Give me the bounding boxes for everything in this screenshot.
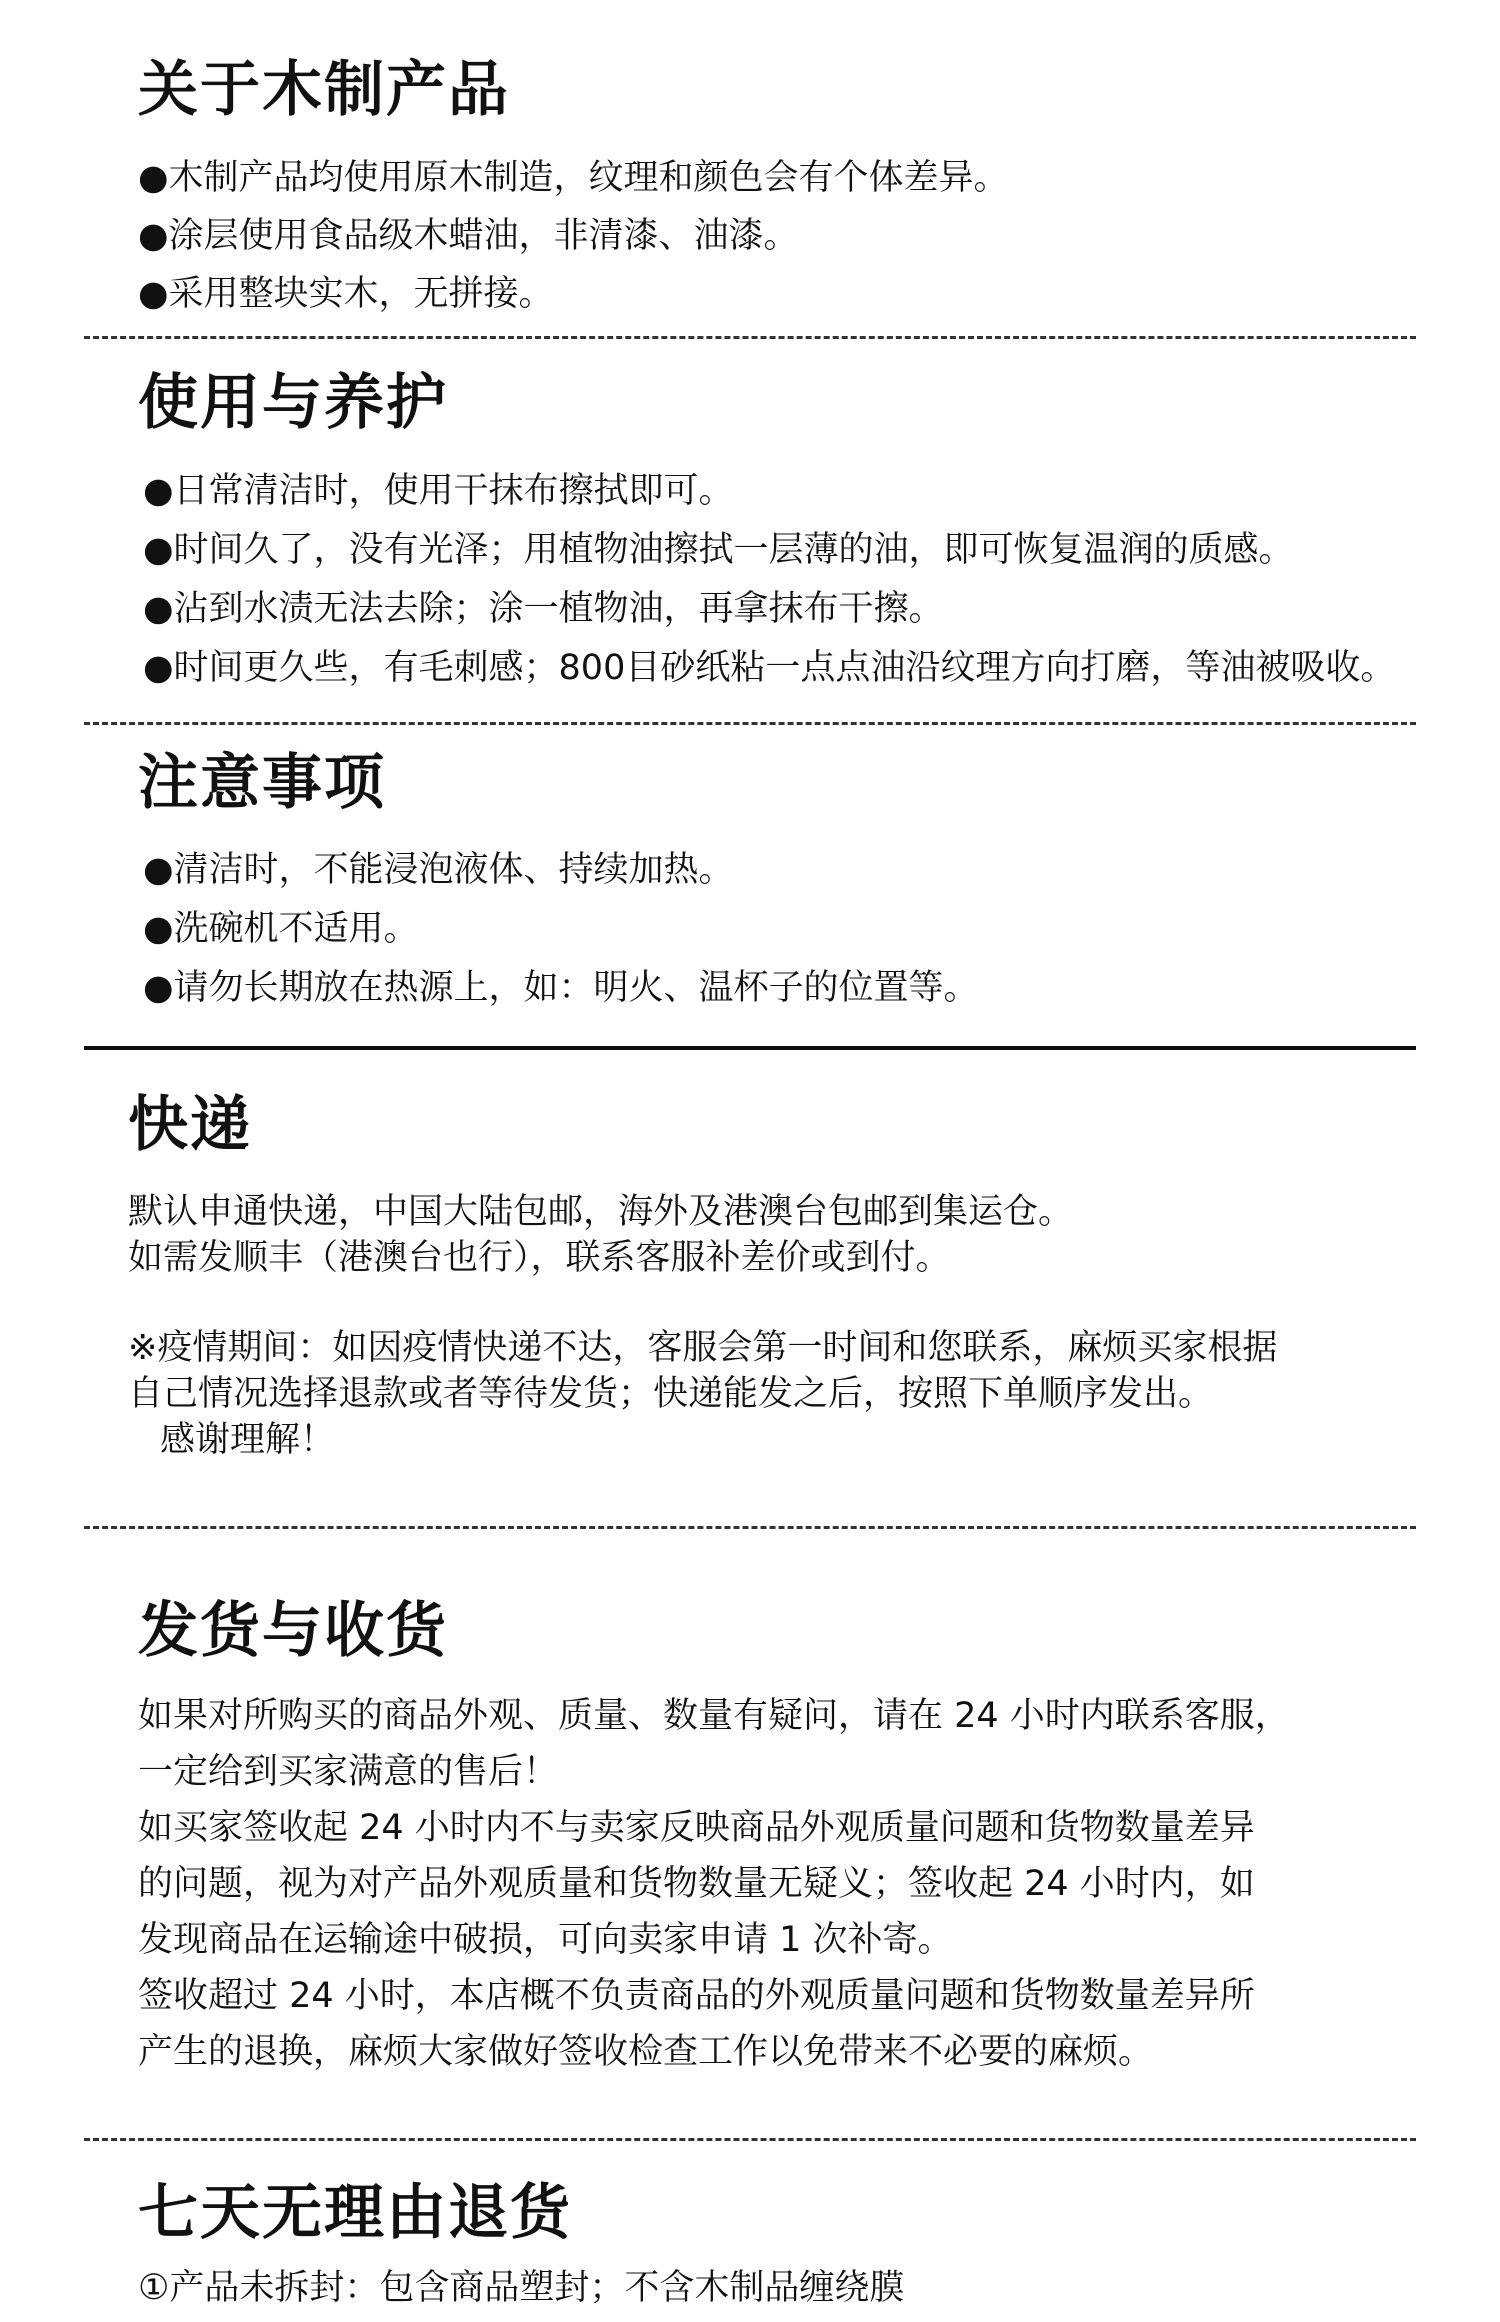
section-title-notice: 注意事项 bbox=[138, 748, 386, 818]
text-line: 如买家签收起 24 小时内不与卖家反映商品外观质量问题和货物数量差异 bbox=[138, 1808, 1255, 1848]
section-title-shipping: 发货与收货 bbox=[138, 1596, 448, 1666]
text-line: 默认申通快递，中国大陆包邮，海外及港澳台包邮到集运仓。 bbox=[128, 1192, 1074, 1232]
text-line: 如果对所购买的商品外观、质量、数量有疑问，请在 24 小时内联系客服， bbox=[138, 1696, 1290, 1736]
text-line: 产生的退换，麻烦大家做好签收检查工作以免带来不必要的麻烦。 bbox=[138, 2032, 1154, 2072]
epidemic-note: 感谢理解！ bbox=[160, 1420, 336, 1460]
list-item: ●洗碗机不适用。 bbox=[143, 909, 419, 949]
list-item: ●时间更久些，有毛刺感；800目砂纸粘一点点油沿纹理方向打磨，等油被吸收。 bbox=[143, 648, 1396, 688]
list-item: ●请勿长期放在热源上，如：明火、温杯子的位置等。 bbox=[143, 968, 979, 1008]
epidemic-note: ※疫情期间：如因疫情快递不达，客服会第一时间和您联系，麻烦买家根据 bbox=[128, 1328, 1278, 1368]
text-line: 签收超过 24 小时，本店概不负责商品的外观质量问题和货物数量差异所 bbox=[138, 1976, 1255, 2016]
list-item: ●木制产品均使用原木制造，纹理和颜色会有个体差异。 bbox=[138, 158, 1009, 198]
list-item: ●日常清洁时，使用干抹布擦拭即可。 bbox=[143, 471, 734, 511]
section-title-care: 使用与养护 bbox=[138, 368, 448, 438]
section-title-express: 快递 bbox=[128, 1090, 252, 1160]
text-line: 发现商品在运输途中破损，可向卖家申请 1 次补寄。 bbox=[138, 1920, 953, 1960]
list-item: ●时间久了，没有光泽；用植物油擦拭一层薄的油，即可恢复温润的质感。 bbox=[143, 530, 1294, 570]
section-divider bbox=[84, 1526, 1416, 1529]
list-item: ●沾到水渍无法去除；涂一植物油，再拿抹布干擦。 bbox=[143, 589, 944, 629]
section-divider-solid bbox=[84, 1046, 1416, 1050]
text-line: 的问题，视为对产品外观质量和货物数量无疑义；签收起 24 小时内，如 bbox=[138, 1864, 1255, 1904]
section-title-returns: 七天无理由退货 bbox=[138, 2178, 572, 2248]
text-line: 如需发顺丰（港澳台也行），联系客服补差价或到付。 bbox=[128, 1238, 951, 1278]
text-line: 一定给到买家满意的售后！ bbox=[138, 1752, 559, 1792]
list-item: ①产品未拆封：包含商品塑封；不含木制品缠绕膜 bbox=[138, 2268, 905, 2308]
section-divider bbox=[84, 722, 1416, 725]
list-item: ●采用整块实木，无拼接。 bbox=[138, 274, 554, 314]
section-divider bbox=[84, 336, 1416, 339]
list-item: ●清洁时，不能浸泡液体、持续加热。 bbox=[143, 850, 734, 890]
section-title-wood: 关于木制产品 bbox=[138, 55, 510, 125]
epidemic-note: 自己情况选择退款或者等待发货；快递能发之后，按照下单顺序发出。 bbox=[128, 1374, 1214, 1414]
section-divider bbox=[84, 2138, 1416, 2141]
list-item: ●涂层使用食品级木蜡油，非清漆、油漆。 bbox=[138, 216, 799, 256]
